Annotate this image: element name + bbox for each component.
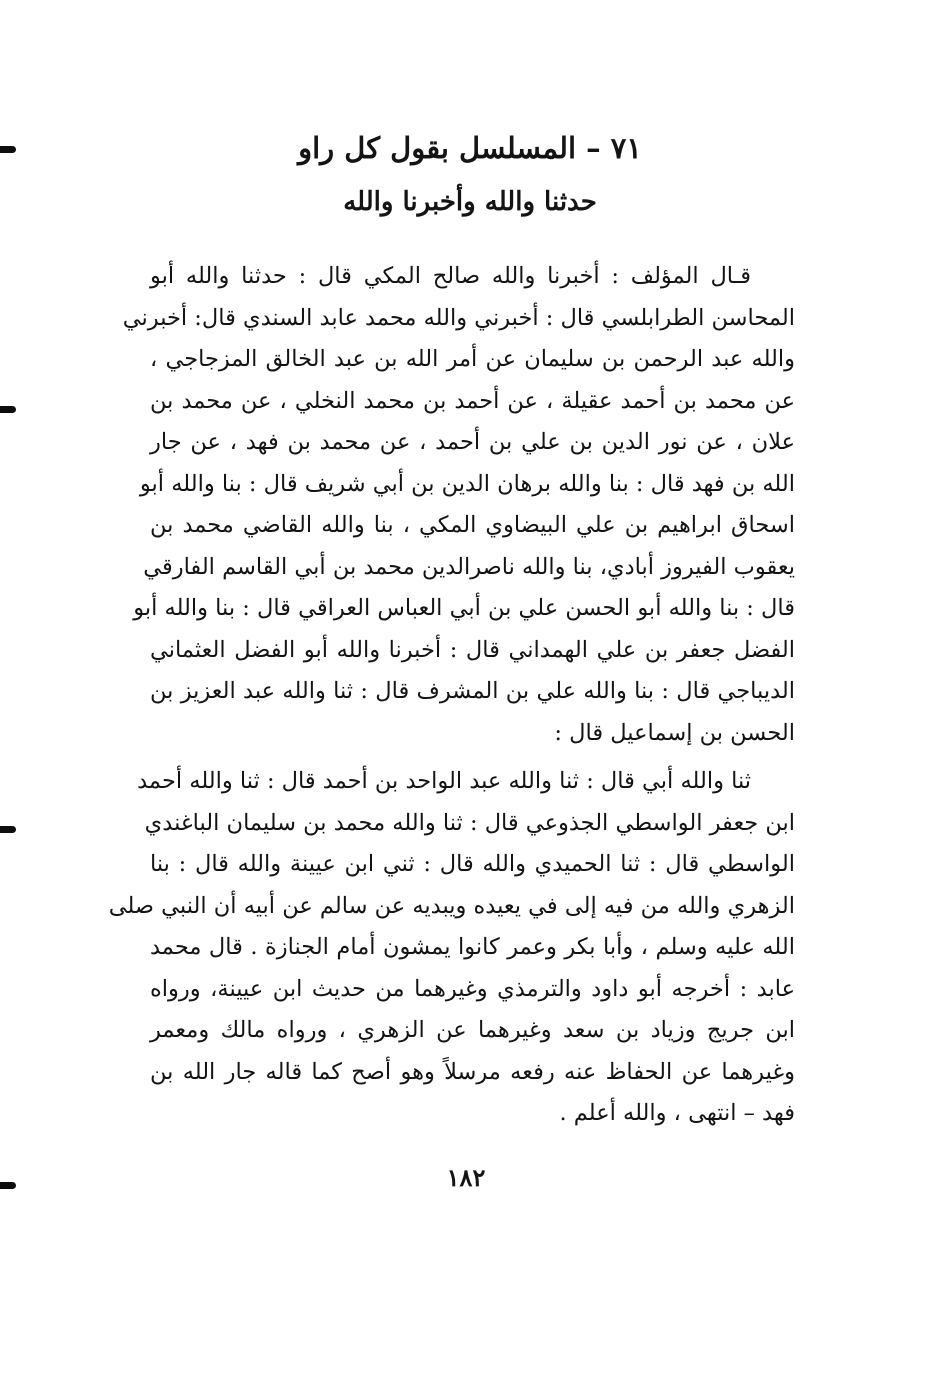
text-line: والله عبد الرحمن بن سليمان عن أمر الله بن عبد الخالق المزجاجي ، (150, 346, 795, 372)
chapter-subtitle: حدثنا والله وأخبرنا والله (343, 187, 597, 217)
text-line: وغيرهما عن الحفاظ عنه رفعه مرسلاً وهو أصح كما قاله جار الله بن (150, 1058, 795, 1085)
text-line: ابن جريج وزياد بن سعد وغيرهما عن الزهري ، ورواه مالك ومعمر (150, 1017, 795, 1043)
scan-edge-mark (0, 146, 16, 153)
text-line: عن محمد بن أحمد عقيلة ، عن أحمد بن محمد النخلي ، عن محمد بن (150, 387, 795, 414)
text-line: المحاسن الطرابلسي قال : أخبرني والله محمد عابد السندي قال: أخبرني (122, 304, 795, 331)
scan-edge-mark (0, 1182, 16, 1189)
text-line: عابد : أخرجه أبو داود والترمذي وغيرهما من حديث ابن عيينة، ورواه (150, 975, 795, 1002)
text-line: قـال المؤلف : أخبرنا والله صالح المكي قال : حدثنا والله أبو (150, 263, 751, 289)
text-line: ابن جعفر الواسطي الجذوعي قال : ثنا والله محمد بن سليمان الباغندي (144, 809, 795, 836)
chapter-title: ٧١ – المسلسل بقول كل راو (298, 131, 642, 165)
text-line: فهد – انتهى ، والله أعلم . (559, 1100, 795, 1126)
text-line: الحسن بن إسماعيل قال : (554, 719, 795, 746)
text-line: الله بن فهد قال : بنا والله برهان الدين بن أبي شريف قال : بنا والله أبو (139, 470, 795, 497)
paragraph-2 (108, 761, 795, 1135)
text-line: الزهري والله من فيه إلى في يعيده ويبديه عن سالم عن أبيه أن النبي صلى (108, 892, 795, 919)
text-line: الله عليه وسلم ، وأبا بكر وعمر كانوا يمشون أمام الجنازة . قال محمد (150, 934, 795, 960)
text-line: يعقوب الفيروز أبادي، بنا والله ناصرالدين محمد بن أبي القاسم الفارقي (143, 553, 795, 580)
text-line: قال : بنا والله أبو الحسن علي بن أبي العباس العراقي قال : بنا والله أبو (133, 595, 795, 621)
text-line: اسحاق ابراهيم بن علي البيضاوي المكي ، بنا والله القاضي محمد بن (150, 512, 795, 538)
paragraph-1 (122, 256, 795, 754)
text-line: ثنا والله أبي قال : ثنا والله عبد الواحد بن أحمد قال : ثنا والله أحمد (137, 768, 751, 794)
scan-edge-mark (0, 826, 16, 833)
scan-edge-mark (0, 406, 16, 413)
page-number: ١٨٢ (446, 1163, 486, 1192)
text-line: الفضل جعفر بن علي الهمداني قال : أخبرنا والله أبو الفضل العثماني (150, 636, 795, 663)
text-line: الديباجي قال : بنا والله علي بن المشرف قال : ثنا والله عبد العزيز بن (150, 678, 795, 704)
text-line: علان ، عن نور الدين بن علي بن أحمد ، عن محمد بن فهد ، عن جار (150, 429, 795, 455)
text-line: الواسطي قال : ثنا الحميدي والله قال : ثني ابن عيينة والله قال : بنا (150, 851, 795, 877)
